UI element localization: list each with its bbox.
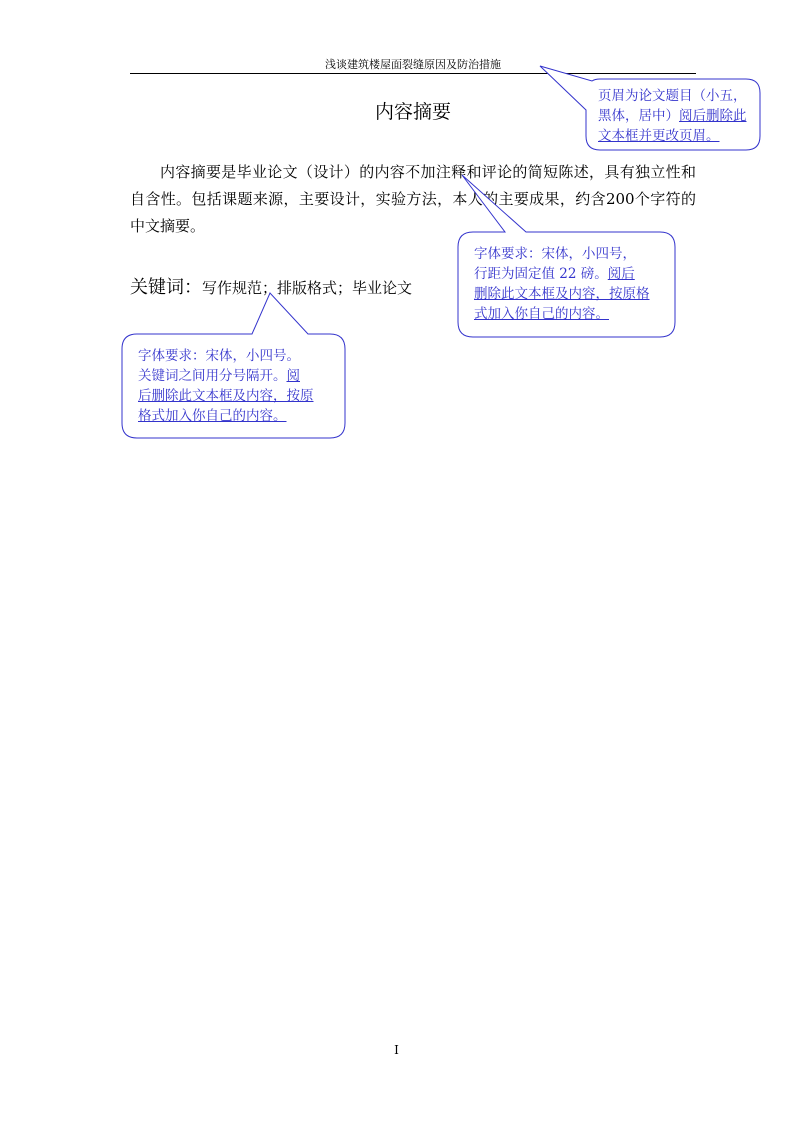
abstract-paragraph: 内容摘要是毕业论文（设计）的内容不加注释和评论的简短陈述，具有独立性和自含性。包括课题来源，主要设计，实验方法，本人的主要成果，约含200个字符的中文摘要。 [130, 163, 696, 235]
keywords-label: 关键词： [130, 277, 202, 298]
page-number: I [394, 1043, 399, 1057]
page-title: 内容摘要 [374, 101, 451, 123]
keywords-text: 写作规范；排版格式；毕业论文 [202, 279, 413, 297]
header-callout-text: 页眉为论文题目（小五， 黑体，居中）阅后删除此 文本框并更改页眉。 [598, 88, 747, 144]
abstract-callout-text: 字体要求：宋体，小四号， 行距为固定值 22 磅。阅后 删除此文本框及内容，按原格 式加入你自己的内容。 [474, 246, 650, 322]
header-title: 浅谈建筑楼屋面裂缝原因及防治措施 [325, 58, 501, 71]
keywords-callout-text: 字体要求：宋体，小四号。 关键词之间用分号隔开。阅 后删除此文本框及内容，按原 格式加入你自己的内容。 [138, 348, 314, 424]
